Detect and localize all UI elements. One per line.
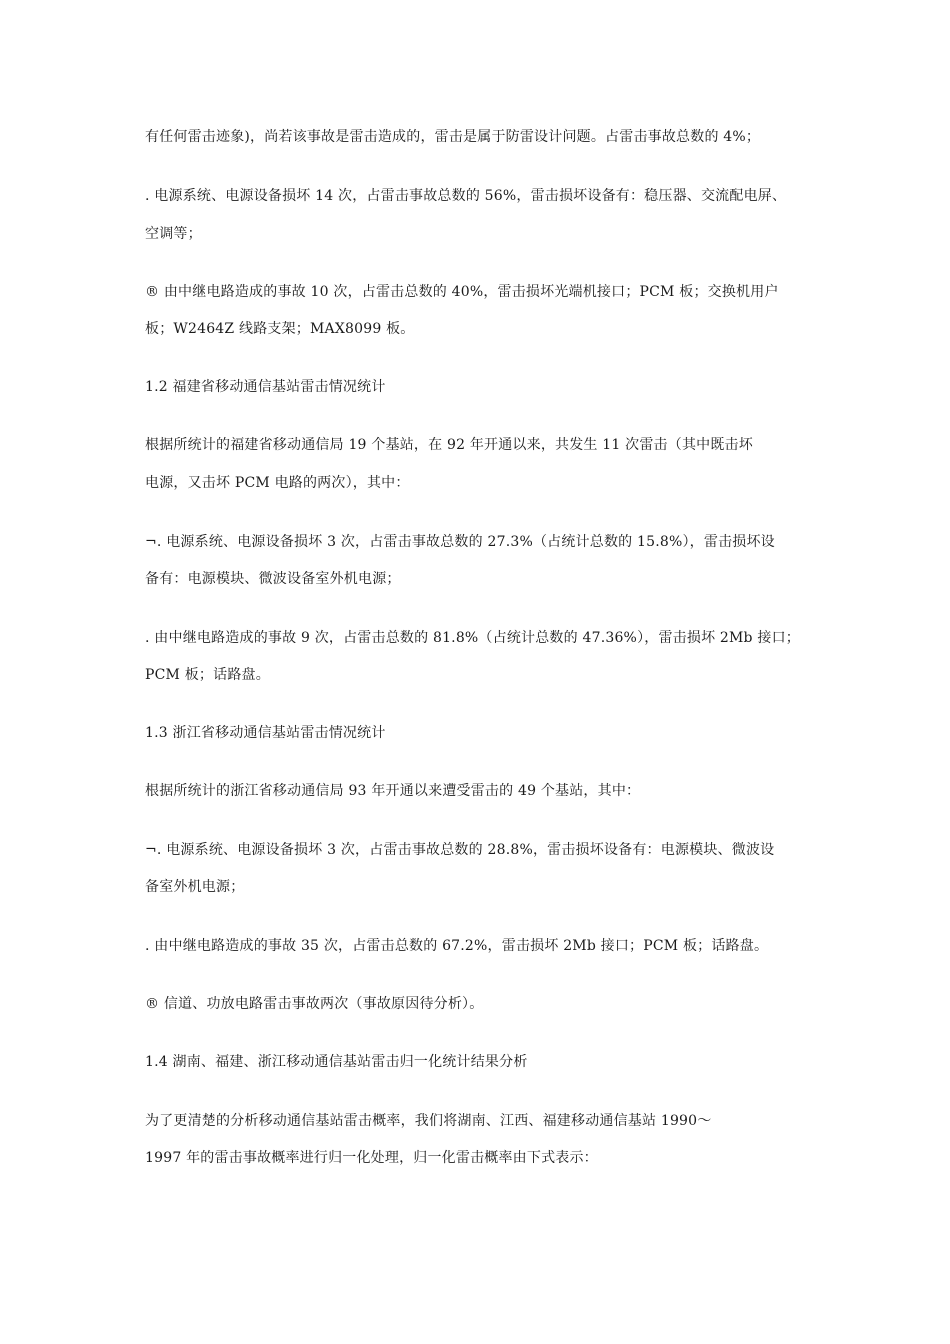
paragraph-line: 1997 年的雷击事故概率进行归一化处理，归一化雷击概率由下式表示： bbox=[145, 1150, 598, 1166]
paragraph-line: 有任何雷击迹象)，尚若该事故是雷击造成的，雷击是属于防雷设计问题。占雷击事故总数的 4%； bbox=[145, 129, 761, 145]
paragraph-line: . 由中继电路造成的事故 9 次，占雷击总数的 81.8%（占统计总数的 47.36%），雷击损坏 2Mb 接口； bbox=[145, 630, 800, 646]
paragraph-line: . 电源系统、电源设备损坏 14 次，占雷击事故总数的 56%，雷击损坏设备有：稳压器、交流配电屏、 bbox=[145, 188, 787, 204]
paragraph-line: 空调等； bbox=[145, 226, 202, 242]
paragraph-line: . 由中继电路造成的事故 35 次，占雷击总数的 67.2%，雷击损坏 2Mb 接口；PCM 板；话路盘。 bbox=[145, 938, 769, 954]
paragraph-line: 为了更清楚的分析移动通信基站雷击概率，我们将湖南、江西、福建移动通信基站 1990～ bbox=[145, 1113, 712, 1129]
paragraph-line: 根据所统计的浙江省移动通信局 93 年开通以来遭受雷击的 49 个基站，其中： bbox=[145, 783, 641, 799]
paragraph-line: 备有：电源模块、微波设备室外机电源； bbox=[145, 571, 401, 587]
paragraph-line: ® 信道、功放电路雷击事故两次（事故原因待分析）。 bbox=[145, 996, 484, 1012]
paragraph-line: 板；W2464Z 线路支架；MAX8099 板。 bbox=[145, 321, 415, 337]
section-heading: 1.2 福建省移动通信基站雷击情况统计 bbox=[145, 379, 386, 395]
paragraph-line: ¬. 电源系统、电源设备损坏 3 次，占雷击事故总数的 27.3%（占统计总数的 15.8%），雷击损坏设 bbox=[145, 534, 775, 550]
paragraph-line: ® 由中继电路造成的事故 10 次，占雷击总数的 40%，雷击损坏光端机接口；PCM 板；交换机用户 bbox=[145, 284, 779, 300]
paragraph-line: 电源，又击坏 PCM 电路的两次），其中： bbox=[145, 475, 410, 491]
section-heading: 1.4 湖南、福建、浙江移动通信基站雷击归一化统计结果分析 bbox=[145, 1054, 528, 1070]
paragraph-line: ¬. 电源系统、电源设备损坏 3 次，占雷击事故总数的 28.8%，雷击损坏设备有：电源模块、微波设 bbox=[145, 842, 775, 858]
section-heading: 1.3 浙江省移动通信基站雷击情况统计 bbox=[145, 725, 386, 741]
paragraph-line: 根据所统计的福建省移动通信局 19 个基站，在 92 年开通以来，共发生 11 次雷击（其中既击坏 bbox=[145, 437, 753, 453]
paragraph-line: 备室外机电源； bbox=[145, 879, 245, 895]
paragraph-line: PCM 板；话路盘。 bbox=[145, 667, 270, 683]
